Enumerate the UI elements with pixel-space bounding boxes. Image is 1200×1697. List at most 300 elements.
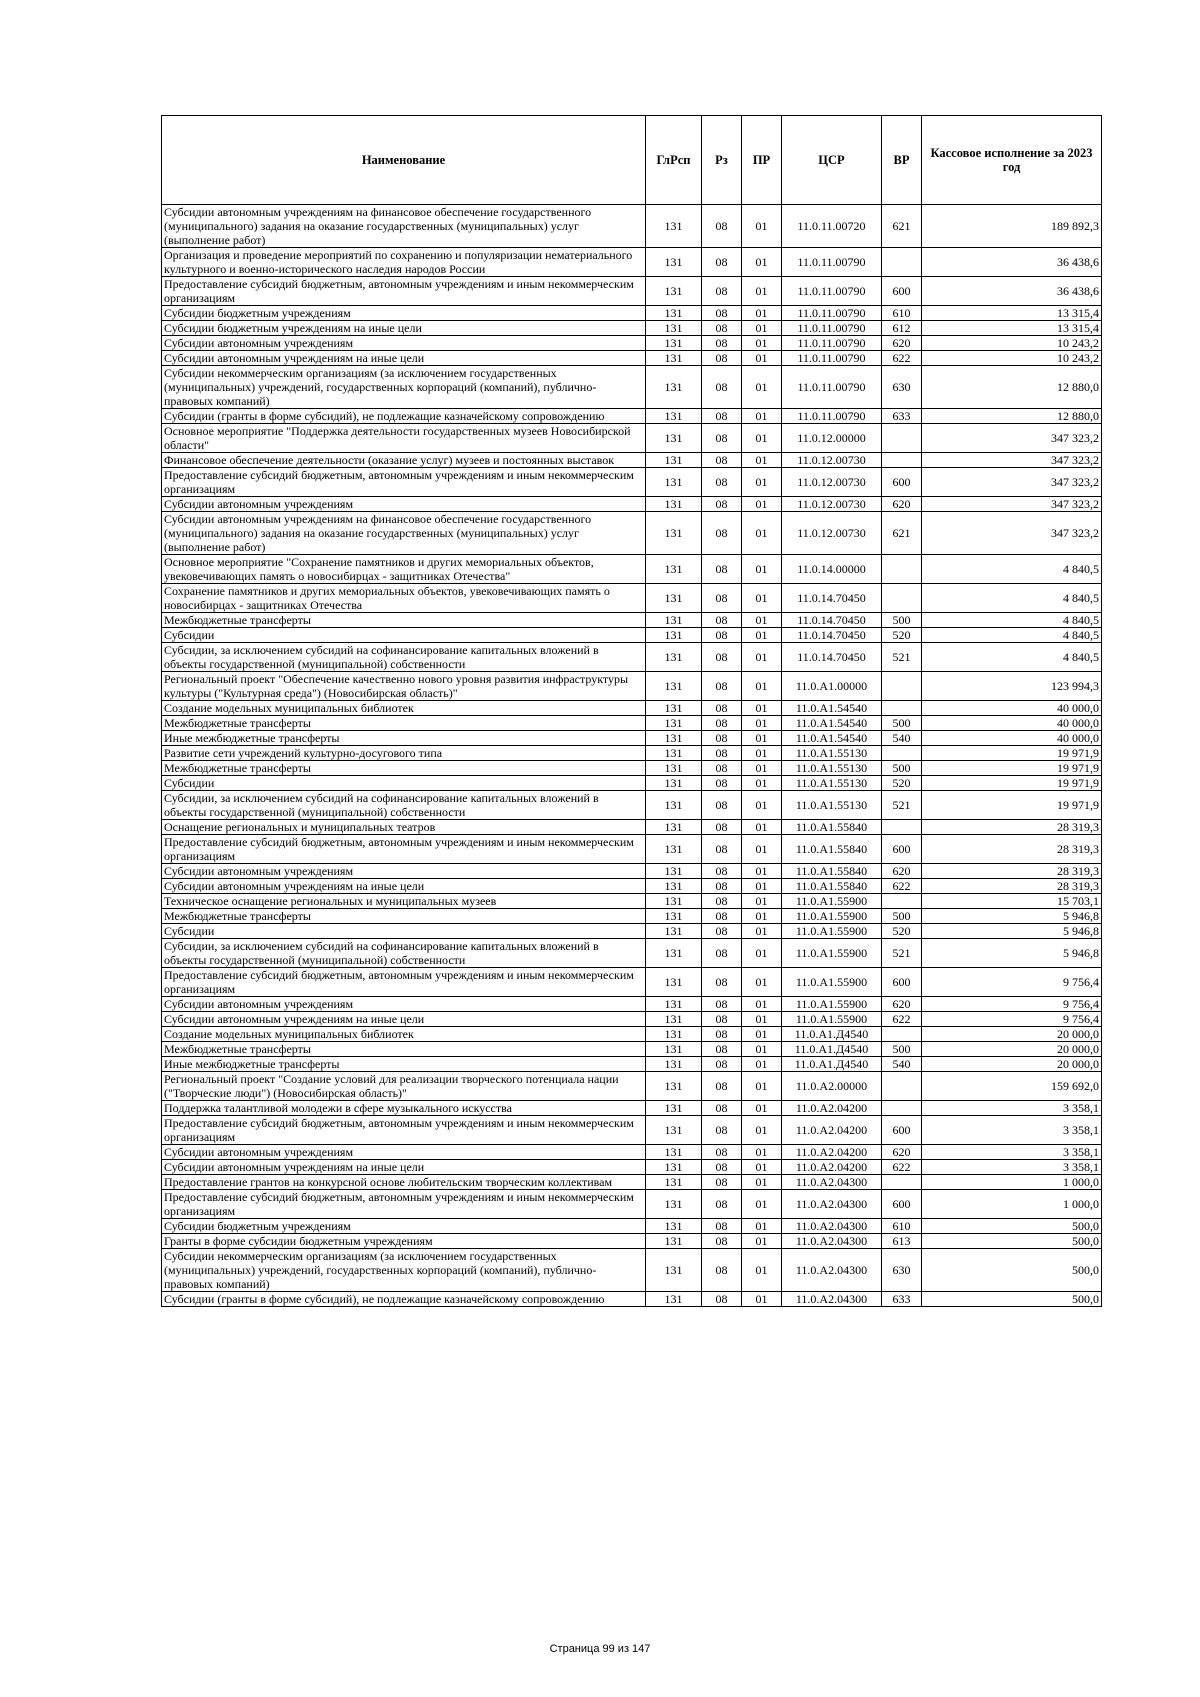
cell-rz: 08 <box>702 1027 742 1042</box>
cell-csr: 11.0.А1.55900 <box>782 909 882 924</box>
cell-name: Субсидии автономным учреждениям <box>162 336 646 351</box>
cell-rz: 08 <box>702 306 742 321</box>
cell-csr: 11.0.А2.04300 <box>782 1249 882 1292</box>
cell-pr: 01 <box>742 1190 782 1219</box>
cell-glrsp: 131 <box>646 468 702 497</box>
cell-amount: 3 358,1 <box>922 1160 1102 1175</box>
cell-pr: 01 <box>742 746 782 761</box>
cell-name: Субсидии автономным учреждениям <box>162 497 646 512</box>
cell-amount: 13 315,4 <box>922 321 1102 336</box>
cell-rz: 08 <box>702 1012 742 1027</box>
table-row <box>162 672 1102 701</box>
cell-name: Субсидии автономным учреждениям на иные цели <box>162 1160 646 1175</box>
cell-name: Региональный проект "Обеспечение качественно нового уровня развития инфраструктуры культуры ("Культурная среда") (Новосибирская область)" <box>162 672 646 701</box>
table-row <box>162 894 1102 909</box>
cell-name: Субсидии <box>162 924 646 939</box>
cell-vr: 520 <box>882 628 922 643</box>
budget-execution-table <box>161 115 1102 1307</box>
table-row <box>162 1292 1102 1307</box>
cell-csr: 11.0.11.00790 <box>782 409 882 424</box>
cell-pr: 01 <box>742 924 782 939</box>
cell-amount: 10 243,2 <box>922 351 1102 366</box>
cell-vr <box>882 1175 922 1190</box>
cell-csr: 11.0.А2.04200 <box>782 1145 882 1160</box>
cell-glrsp: 131 <box>646 909 702 924</box>
cell-name: Иные межбюджетные трансферты <box>162 1057 646 1072</box>
cell-vr: 600 <box>882 468 922 497</box>
cell-amount: 500,0 <box>922 1234 1102 1249</box>
header-name: Наименование <box>162 116 646 205</box>
cell-amount: 40 000,0 <box>922 701 1102 716</box>
cell-name: Предоставление субсидий бюджетным, автономным учреждениям и иным некоммерческим организациям <box>162 968 646 997</box>
cell-glrsp: 131 <box>646 1012 702 1027</box>
cell-amount: 15 703,1 <box>922 894 1102 909</box>
cell-csr: 11.0.А2.00000 <box>782 1072 882 1101</box>
cell-name: Предоставление субсидий бюджетным, автономным учреждениям и иным некоммерческим организациям <box>162 468 646 497</box>
cell-amount: 4 840,5 <box>922 628 1102 643</box>
cell-glrsp: 131 <box>646 1175 702 1190</box>
cell-pr: 01 <box>742 820 782 835</box>
cell-rz: 08 <box>702 336 742 351</box>
cell-csr: 11.0.11.00790 <box>782 366 882 409</box>
cell-name: Основное мероприятие "Поддержка деятельности государственных музеев Новосибирской области" <box>162 424 646 453</box>
cell-glrsp: 131 <box>646 761 702 776</box>
cell-name: Создание модельных муниципальных библиотек <box>162 701 646 716</box>
cell-name: Субсидии некоммерческим организациям (за исключением государственных (муниципальных) учреждений, государственных корпораций (компаний), публично-правовых компаний) <box>162 1249 646 1292</box>
cell-vr <box>882 1027 922 1042</box>
cell-rz: 08 <box>702 909 742 924</box>
cell-vr <box>882 555 922 584</box>
cell-pr: 01 <box>742 584 782 613</box>
cell-glrsp: 131 <box>646 835 702 864</box>
cell-vr <box>882 1072 922 1101</box>
cell-rz: 08 <box>702 613 742 628</box>
cell-pr: 01 <box>742 643 782 672</box>
cell-rz: 08 <box>702 1219 742 1234</box>
cell-glrsp: 131 <box>646 1292 702 1307</box>
cell-vr: 633 <box>882 1292 922 1307</box>
cell-csr: 11.0.11.00790 <box>782 351 882 366</box>
table-row <box>162 939 1102 968</box>
cell-rz: 08 <box>702 791 742 820</box>
cell-glrsp: 131 <box>646 1234 702 1249</box>
cell-amount: 28 319,3 <box>922 879 1102 894</box>
cell-name: Развитие сети учреждений культурно-досугового типа <box>162 746 646 761</box>
cell-amount: 5 946,8 <box>922 909 1102 924</box>
cell-pr: 01 <box>742 1292 782 1307</box>
cell-pr: 01 <box>742 909 782 924</box>
cell-amount: 3 358,1 <box>922 1145 1102 1160</box>
cell-pr: 01 <box>742 1219 782 1234</box>
cell-rz: 08 <box>702 835 742 864</box>
cell-pr: 01 <box>742 277 782 306</box>
cell-glrsp: 131 <box>646 1042 702 1057</box>
cell-rz: 08 <box>702 939 742 968</box>
cell-rz: 08 <box>702 1190 742 1219</box>
cell-pr: 01 <box>742 321 782 336</box>
cell-glrsp: 131 <box>646 1145 702 1160</box>
cell-pr: 01 <box>742 628 782 643</box>
table-row <box>162 776 1102 791</box>
cell-pr: 01 <box>742 424 782 453</box>
cell-csr: 11.0.14.70450 <box>782 628 882 643</box>
table-row <box>162 746 1102 761</box>
cell-rz: 08 <box>702 1160 742 1175</box>
cell-vr: 600 <box>882 1190 922 1219</box>
header-pr: ПР <box>742 116 782 205</box>
cell-name: Предоставление субсидий бюджетным, автономным учреждениям и иным некоммерческим организациям <box>162 1190 646 1219</box>
table-row <box>162 306 1102 321</box>
table-row <box>162 512 1102 555</box>
cell-rz: 08 <box>702 879 742 894</box>
cell-vr: 630 <box>882 366 922 409</box>
cell-amount: 500,0 <box>922 1219 1102 1234</box>
cell-glrsp: 131 <box>646 672 702 701</box>
cell-vr: 620 <box>882 497 922 512</box>
table-row <box>162 205 1102 248</box>
cell-glrsp: 131 <box>646 1101 702 1116</box>
cell-name: Межбюджетные трансферты <box>162 1042 646 1057</box>
cell-csr: 11.0.А2.04300 <box>782 1175 882 1190</box>
cell-csr: 11.0.А1.55840 <box>782 835 882 864</box>
cell-vr: 500 <box>882 761 922 776</box>
cell-csr: 11.0.12.00730 <box>782 512 882 555</box>
cell-amount: 347 323,2 <box>922 497 1102 512</box>
cell-rz: 08 <box>702 1101 742 1116</box>
cell-glrsp: 131 <box>646 512 702 555</box>
cell-pr: 01 <box>742 306 782 321</box>
cell-csr: 11.0.А1.54540 <box>782 716 882 731</box>
cell-glrsp: 131 <box>646 1190 702 1219</box>
cell-rz: 08 <box>702 366 742 409</box>
cell-pr: 01 <box>742 1012 782 1027</box>
cell-rz: 08 <box>702 894 742 909</box>
table-row <box>162 701 1102 716</box>
cell-pr: 01 <box>742 1234 782 1249</box>
cell-glrsp: 131 <box>646 321 702 336</box>
table-row <box>162 1072 1102 1101</box>
cell-rz: 08 <box>702 512 742 555</box>
cell-name: Субсидии автономным учреждениям <box>162 864 646 879</box>
cell-amount: 3 358,1 <box>922 1116 1102 1145</box>
cell-rz: 08 <box>702 672 742 701</box>
cell-name: Гранты в форме субсидии бюджетным учреждениям <box>162 1234 646 1249</box>
cell-name: Субсидии, за исключением субсидий на софинансирование капитальных вложений в объекты государственной (муниципальной) собственности <box>162 939 646 968</box>
cell-rz: 08 <box>702 628 742 643</box>
header-rz: Рз <box>702 116 742 205</box>
cell-name: Субсидии бюджетным учреждениям на иные цели <box>162 321 646 336</box>
cell-pr: 01 <box>742 1101 782 1116</box>
cell-glrsp: 131 <box>646 1027 702 1042</box>
cell-name: Субсидии (гранты в форме субсидий), не подлежащие казначейскому сопровождению <box>162 1292 646 1307</box>
cell-pr: 01 <box>742 468 782 497</box>
cell-name: Межбюджетные трансферты <box>162 613 646 628</box>
cell-glrsp: 131 <box>646 716 702 731</box>
cell-glrsp: 131 <box>646 791 702 820</box>
cell-amount: 500,0 <box>922 1249 1102 1292</box>
cell-pr: 01 <box>742 1027 782 1042</box>
cell-name: Поддержка талантливой молодежи в сфере музыкального искусства <box>162 1101 646 1116</box>
cell-pr: 01 <box>742 336 782 351</box>
table-row <box>162 628 1102 643</box>
cell-pr: 01 <box>742 776 782 791</box>
cell-rz: 08 <box>702 997 742 1012</box>
cell-amount: 40 000,0 <box>922 731 1102 746</box>
cell-rz: 08 <box>702 1234 742 1249</box>
cell-vr <box>882 701 922 716</box>
cell-amount: 159 692,0 <box>922 1072 1102 1101</box>
cell-rz: 08 <box>702 205 742 248</box>
table-row <box>162 277 1102 306</box>
cell-glrsp: 131 <box>646 584 702 613</box>
cell-vr: 613 <box>882 1234 922 1249</box>
cell-name: Организация и проведение мероприятий по сохранению и популяризации нематериального культурного и военно-исторического наследия народов России <box>162 248 646 277</box>
header-amount: Кассовое исполнение за 2023 год <box>922 116 1102 205</box>
table-row <box>162 924 1102 939</box>
cell-amount: 40 000,0 <box>922 716 1102 731</box>
cell-csr: 11.0.А1.55900 <box>782 1012 882 1027</box>
cell-vr: 621 <box>882 512 922 555</box>
cell-name: Оснащение региональных и муниципальных театров <box>162 820 646 835</box>
cell-glrsp: 131 <box>646 613 702 628</box>
cell-amount: 19 971,9 <box>922 776 1102 791</box>
cell-pr: 01 <box>742 409 782 424</box>
cell-vr: 622 <box>882 351 922 366</box>
page-number: Страница 99 из 147 <box>549 1643 651 1655</box>
cell-name: Субсидии автономным учреждениям на финансовое обеспечение государственного (муниципального) задания на оказание государственных (муниципальных) услуг (выполнение работ) <box>162 512 646 555</box>
cell-vr: 520 <box>882 924 922 939</box>
cell-amount: 9 756,4 <box>922 1012 1102 1027</box>
cell-amount: 500,0 <box>922 1292 1102 1307</box>
cell-csr: 11.0.11.00790 <box>782 277 882 306</box>
cell-vr: 600 <box>882 835 922 864</box>
table-row <box>162 1175 1102 1190</box>
cell-name: Межбюджетные трансферты <box>162 909 646 924</box>
cell-csr: 11.0.А1.00000 <box>782 672 882 701</box>
cell-pr: 01 <box>742 731 782 746</box>
cell-name: Создание модельных муниципальных библиотек <box>162 1027 646 1042</box>
cell-csr: 11.0.А1.55130 <box>782 746 882 761</box>
cell-rz: 08 <box>702 731 742 746</box>
cell-name: Предоставление субсидий бюджетным, автономным учреждениям и иным некоммерческим организациям <box>162 277 646 306</box>
header-glrsp: ГлРсп <box>646 116 702 205</box>
cell-pr: 01 <box>742 701 782 716</box>
table-row <box>162 336 1102 351</box>
cell-rz: 08 <box>702 761 742 776</box>
table-row <box>162 613 1102 628</box>
cell-amount: 20 000,0 <box>922 1027 1102 1042</box>
table-row <box>162 248 1102 277</box>
cell-glrsp: 131 <box>646 1219 702 1234</box>
cell-glrsp: 131 <box>646 701 702 716</box>
cell-pr: 01 <box>742 497 782 512</box>
cell-rz: 08 <box>702 716 742 731</box>
cell-rz: 08 <box>702 746 742 761</box>
cell-glrsp: 131 <box>646 409 702 424</box>
cell-amount: 9 756,4 <box>922 997 1102 1012</box>
cell-amount: 4 840,5 <box>922 555 1102 584</box>
cell-pr: 01 <box>742 894 782 909</box>
cell-pr: 01 <box>742 248 782 277</box>
cell-amount: 5 946,8 <box>922 924 1102 939</box>
cell-pr: 01 <box>742 1042 782 1057</box>
cell-pr: 01 <box>742 512 782 555</box>
cell-amount: 28 319,3 <box>922 820 1102 835</box>
table-row <box>162 997 1102 1012</box>
cell-pr: 01 <box>742 761 782 776</box>
cell-glrsp: 131 <box>646 894 702 909</box>
cell-rz: 08 <box>702 1057 742 1072</box>
cell-pr: 01 <box>742 1249 782 1292</box>
table-row <box>162 453 1102 468</box>
cell-name: Межбюджетные трансферты <box>162 716 646 731</box>
cell-pr: 01 <box>742 453 782 468</box>
cell-vr: 620 <box>882 1145 922 1160</box>
table-row <box>162 1012 1102 1027</box>
cell-vr: 540 <box>882 731 922 746</box>
cell-amount: 36 438,6 <box>922 277 1102 306</box>
cell-name: Субсидии автономным учреждениям <box>162 997 646 1012</box>
cell-csr: 11.0.А2.04300 <box>782 1190 882 1219</box>
cell-vr: 622 <box>882 879 922 894</box>
cell-glrsp: 131 <box>646 1057 702 1072</box>
cell-pr: 01 <box>742 205 782 248</box>
cell-csr: 11.0.А1.55900 <box>782 894 882 909</box>
table-row <box>162 584 1102 613</box>
table-row <box>162 1219 1102 1234</box>
cell-csr: 11.0.А1.Д4540 <box>782 1057 882 1072</box>
cell-glrsp: 131 <box>646 306 702 321</box>
table-row <box>162 1249 1102 1292</box>
cell-vr: 521 <box>882 791 922 820</box>
table-row <box>162 409 1102 424</box>
cell-rz: 08 <box>702 1116 742 1145</box>
cell-name: Субсидии автономным учреждениям <box>162 1145 646 1160</box>
cell-rz: 08 <box>702 321 742 336</box>
cell-glrsp: 131 <box>646 1072 702 1101</box>
cell-vr: 633 <box>882 409 922 424</box>
cell-rz: 08 <box>702 409 742 424</box>
cell-pr: 01 <box>742 351 782 366</box>
cell-amount: 189 892,3 <box>922 205 1102 248</box>
cell-amount: 123 994,3 <box>922 672 1102 701</box>
cell-vr: 610 <box>882 1219 922 1234</box>
cell-name: Финансовое обеспечение деятельности (оказание услуг) музеев и постоянных выставок <box>162 453 646 468</box>
table-row <box>162 968 1102 997</box>
cell-amount: 4 840,5 <box>922 584 1102 613</box>
cell-csr: 11.0.А1.55900 <box>782 968 882 997</box>
cell-name: Субсидии некоммерческим организациям (за исключением государственных (муниципальных) учреждений, государственных корпораций (компаний), публично-правовых компаний) <box>162 366 646 409</box>
cell-pr: 01 <box>742 939 782 968</box>
cell-rz: 08 <box>702 820 742 835</box>
cell-name: Предоставление субсидий бюджетным, автономным учреждениям и иным некоммерческим организациям <box>162 835 646 864</box>
cell-csr: 11.0.А2.04200 <box>782 1160 882 1175</box>
cell-rz: 08 <box>702 424 742 453</box>
cell-vr: 622 <box>882 1012 922 1027</box>
cell-vr: 620 <box>882 997 922 1012</box>
table-row <box>162 1101 1102 1116</box>
cell-csr: 11.0.12.00730 <box>782 468 882 497</box>
cell-rz: 08 <box>702 1249 742 1292</box>
cell-csr: 11.0.12.00000 <box>782 424 882 453</box>
cell-rz: 08 <box>702 701 742 716</box>
cell-pr: 01 <box>742 1160 782 1175</box>
cell-rz: 08 <box>702 584 742 613</box>
cell-glrsp: 131 <box>646 205 702 248</box>
cell-vr: 621 <box>882 205 922 248</box>
cell-name: Субсидии, за исключением субсидий на софинансирование капитальных вложений в объекты государственной (муниципальной) собственности <box>162 643 646 672</box>
cell-vr: 622 <box>882 1160 922 1175</box>
cell-amount: 12 880,0 <box>922 366 1102 409</box>
cell-csr: 11.0.А1.Д4540 <box>782 1042 882 1057</box>
cell-vr: 630 <box>882 1249 922 1292</box>
cell-amount: 347 323,2 <box>922 468 1102 497</box>
table-row <box>162 820 1102 835</box>
cell-amount: 9 756,4 <box>922 968 1102 997</box>
cell-csr: 11.0.А1.54540 <box>782 701 882 716</box>
cell-name: Сохранение памятников и других мемориальных объектов, увековечивающих память о новосибирцах - защитниках Отечества <box>162 584 646 613</box>
cell-amount: 19 971,9 <box>922 746 1102 761</box>
cell-rz: 08 <box>702 1175 742 1190</box>
table-row <box>162 468 1102 497</box>
cell-glrsp: 131 <box>646 820 702 835</box>
cell-csr: 11.0.12.00730 <box>782 453 882 468</box>
header-csr: ЦСР <box>782 116 882 205</box>
cell-glrsp: 131 <box>646 939 702 968</box>
cell-pr: 01 <box>742 716 782 731</box>
cell-csr: 11.0.А1.55840 <box>782 820 882 835</box>
cell-pr: 01 <box>742 366 782 409</box>
cell-vr: 600 <box>882 968 922 997</box>
cell-pr: 01 <box>742 879 782 894</box>
cell-vr <box>882 584 922 613</box>
cell-rz: 08 <box>702 1072 742 1101</box>
cell-vr: 520 <box>882 776 922 791</box>
cell-glrsp: 131 <box>646 366 702 409</box>
cell-glrsp: 131 <box>646 776 702 791</box>
cell-csr: 11.0.14.00000 <box>782 555 882 584</box>
table-row <box>162 643 1102 672</box>
cell-vr <box>882 894 922 909</box>
table-row <box>162 555 1102 584</box>
cell-vr <box>882 424 922 453</box>
cell-glrsp: 131 <box>646 424 702 453</box>
cell-amount: 28 319,3 <box>922 835 1102 864</box>
table-row <box>162 835 1102 864</box>
cell-rz: 08 <box>702 555 742 584</box>
cell-amount: 10 243,2 <box>922 336 1102 351</box>
table-row <box>162 497 1102 512</box>
cell-name: Субсидии автономным учреждениям на иные цели <box>162 1012 646 1027</box>
cell-csr: 11.0.А1.55130 <box>782 791 882 820</box>
cell-csr: 11.0.А1.55900 <box>782 939 882 968</box>
cell-name: Субсидии автономным учреждениям на иные цели <box>162 351 646 366</box>
cell-amount: 1 000,0 <box>922 1190 1102 1219</box>
cell-pr: 01 <box>742 1145 782 1160</box>
cell-vr: 500 <box>882 716 922 731</box>
cell-csr: 11.0.А2.04300 <box>782 1219 882 1234</box>
cell-vr: 620 <box>882 864 922 879</box>
cell-glrsp: 131 <box>646 997 702 1012</box>
cell-csr: 11.0.А2.04300 <box>782 1292 882 1307</box>
cell-pr: 01 <box>742 1072 782 1101</box>
cell-rz: 08 <box>702 248 742 277</box>
cell-csr: 11.0.А1.55130 <box>782 761 882 776</box>
cell-rz: 08 <box>702 968 742 997</box>
cell-rz: 08 <box>702 924 742 939</box>
cell-csr: 11.0.11.00720 <box>782 205 882 248</box>
cell-rz: 08 <box>702 1145 742 1160</box>
